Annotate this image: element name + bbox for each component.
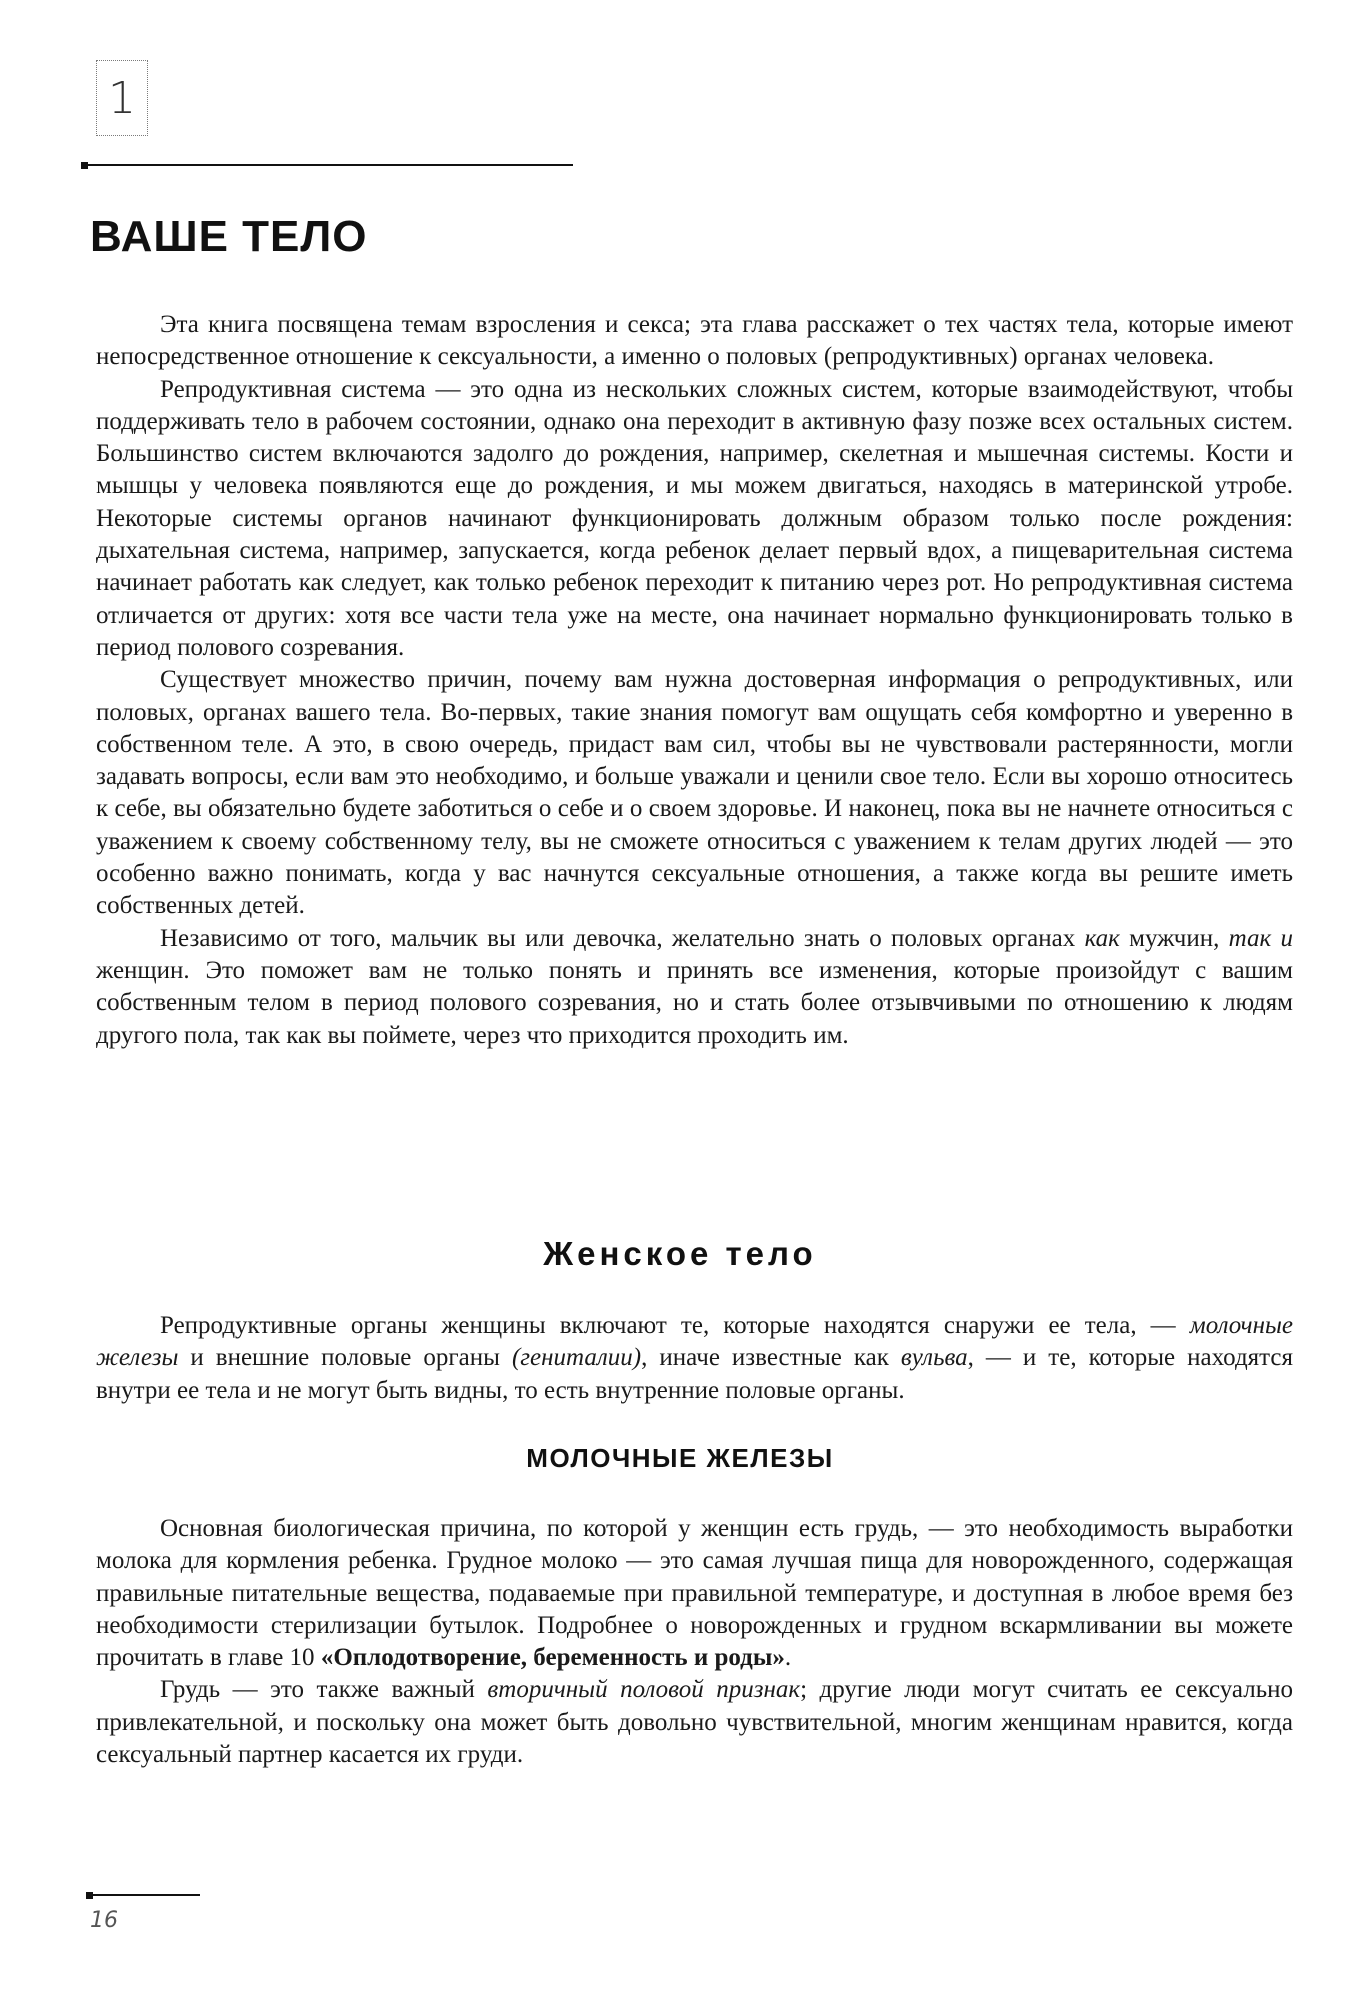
intro-p4-text-a: Независимо от того, мальчик вы или девочка, желательно знать о половых органах — [160, 924, 1085, 952]
intro-p4-emphasis-2: так и — [1228, 924, 1294, 952]
female-p1-text-c: , иначе известные как — [641, 1344, 901, 1372]
glands-p2-emphasis: вторичный половой признак — [487, 1676, 801, 1704]
female-p1-emphasis-3: вульва — [900, 1344, 968, 1372]
intro-paragraph-3: Существует множество причин, почему вам нужна достоверная информация о репродуктивных, или половых, органах вашего тела. Во-первых, такие знания помогут вам ощущать себя комфортно и уверенно в собственном теле. А это, в свою очередь, придаст вам сил, чтобы вы не чувствовали растерянности, могли задавать вопросы, если вам это необходимо, и больше уважали и ценили свое тело. Если вы хорошо относитесь к себе, вы обязательно будете заботиться о себе и о своем здоровье. И наконец, пока вы не начнете относиться с уважением к своему собственному телу, вы не сможете относиться с уважением к телам других людей — это особенно важно понимать, когда у вас начнутся сексуальные отношения, а также когда вы решите иметь собственных детей. — [96, 666, 1293, 920]
intro-paragraph-4 — [96, 923, 1293, 1052]
intro-paragraph-1: Эта книга посвящена темам взросления и секса; эта глава расскажет о тех частях тела, которые имеют непосредственное отношение к сексуальности, а именно о половых (репродуктивных) органах человека. — [96, 311, 1293, 371]
female-p1-emphasis-2: (гениталии) — [511, 1344, 642, 1372]
page-number: 16 — [90, 1908, 118, 1933]
glands-section-text — [96, 1513, 1293, 1771]
female-paragraph-1 — [96, 1310, 1293, 1407]
glands-paragraph-2 — [96, 1674, 1293, 1771]
section-title-female-body: Женское тело — [543, 1235, 817, 1272]
glands-paragraph-1 — [96, 1513, 1293, 1674]
glands-p1-chapter-reference: «Оплодотворение, беременность и роды» — [320, 1644, 785, 1672]
intro-p4-text-c: женщин. Это поможет вам не только понять и принять все изменения, которые произойдут с вашим собственным телом в период полового созревания, но и стать более отзывчивыми по отношению к людям другого пола, так как вы поймете, через что приходится проходить им. — [96, 956, 1293, 1049]
header-rule — [83, 164, 573, 166]
glands-p2-text-a: Грудь — это также важный — [160, 1676, 488, 1704]
female-p1-emphasis-1: молочные железы — [96, 1312, 1293, 1372]
glands-p1-text-a: Основная биологическая причина, по которой у женщин есть грудь, — это необходимость выработки молока для кормления ребенка. Грудное молоко — это самая лучшая пища для новорожденного, содержащая правильные питательные вещества, подаваемые при правильной температуре, и доступная в любое время без необходимости стерилизации бутылок. Подробнее о новорожденных и грудном вскармливании вы можете прочитать в главе 10 — [96, 1515, 1293, 1672]
female-section-text — [96, 1310, 1293, 1407]
footer-rule — [88, 1894, 200, 1896]
glands-p1-text-b: . — [784, 1644, 792, 1672]
intro-p4-text-b: мужчин, — [1119, 924, 1229, 952]
female-p1-text-a: Репродуктивные органы женщины включают те, которые находятся снаружи ее тела, — — [160, 1312, 1190, 1339]
female-p1-text-d: , — и те, которые находятся внутри ее тела и не могут быть видны, то есть внутренние половые органы. — [96, 1344, 1293, 1404]
female-p1-text-b: и внешние половые органы — [178, 1344, 512, 1372]
glands-p2-text-b: ; другие люди могут считать ее сексуально привлекательной, и поскольку она может быть довольно чувствительной, многим женщинам нравится, когда сексуальный партнер касается их груди. — [96, 1676, 1293, 1769]
subsection-title-mammary-glands: МОЛОЧНЫЕ ЖЕЛЕЗЫ — [526, 1443, 834, 1473]
chapter-title: ВАШЕ ТЕЛО — [90, 212, 368, 261]
chapter-number-box — [96, 60, 148, 136]
intro-text — [96, 309, 1293, 1052]
intro-p4-emphasis-1: как — [1084, 924, 1120, 952]
intro-paragraph-2: Репродуктивная система — это одна из нескольких сложных систем, которые взаимодействуют, чтобы поддерживать тело в рабочем состоянии, однако она переходит в активную фазу позже всех остальных систем. Большинство систем включаются задолго до рождения, например, скелетная и мышечная системы. Кости и мышцы у человека появляются еще до рождения, и мы можем двигаться, находясь в материнской утробе. Некоторые системы органов начинают функционировать должным образом только после рождения: дыхательная система, например, запускается, когда ребенок делает первый вдох, а пищеварительная система начинает работать как следует, как только ребенок переходит к питанию через рот. Но репродуктивная система отличается от других: хотя все части тела уже на месте, она начинает нормально функционировать только в период полового созревания. — [96, 375, 1293, 661]
chapter-number: 1 — [108, 72, 136, 124]
